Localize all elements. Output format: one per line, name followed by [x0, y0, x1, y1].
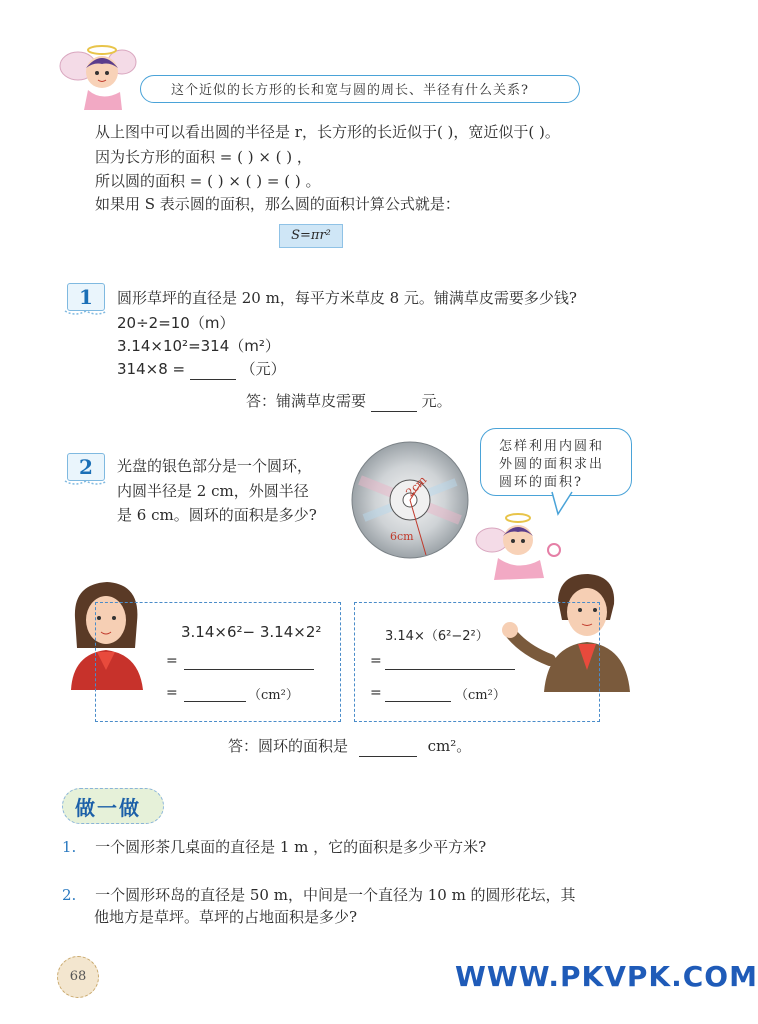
right-box-expression: 3.14×（6²−2²）	[385, 629, 489, 644]
example-1-step-1: 20÷2=10（m）	[117, 314, 235, 332]
example-1-step-2: 3.14×10²=314（m²）	[117, 337, 280, 355]
thought-bubble	[480, 428, 632, 496]
left-box-expression: 3.14×6²− 3.14×2²	[181, 623, 322, 641]
exercise-tag	[62, 788, 164, 824]
area-formula: S=πr²	[279, 224, 343, 248]
exercise-item-2-text-line-2: 他地方是草坪。草坪的占地面积是多少?	[94, 908, 358, 926]
right-box-blank-1	[385, 653, 515, 670]
example-2-book-icon	[64, 479, 108, 489]
exercise-item-2-number: 2.	[62, 886, 77, 904]
example-1-answer-line	[371, 393, 417, 412]
cd-disc-illustration	[350, 440, 470, 560]
right-box-equals-1: =	[370, 653, 382, 669]
example-2-question-line-3: 是 6 cm。圆环的面积是多少?	[117, 506, 317, 524]
left-box-blank-1	[184, 653, 314, 670]
example-1-answer-suffix: 元。	[421, 392, 452, 410]
intro-line-4: 如果用 S 表示圆的面积，那么圆的面积计算公式就是：	[95, 195, 460, 213]
left-box-equals-1: =	[166, 653, 178, 669]
example-1-step-3-expr: 314×8 =	[117, 360, 186, 378]
example-1-answer-prefix: 答：铺满草皮需要	[246, 392, 367, 410]
example-1-step-3	[117, 358, 286, 380]
exercise-item-1	[62, 836, 486, 858]
exercise-item-2	[62, 884, 576, 906]
left-box-equals-2: =	[166, 685, 178, 701]
example-2-answer	[228, 735, 471, 757]
hint-bubble	[140, 75, 580, 103]
site-watermark: WWW.PKVPK.COM	[455, 960, 758, 993]
example-2-number: 2	[67, 453, 105, 481]
angel-illustration	[58, 40, 140, 116]
left-box-unit: （cm²）	[248, 688, 299, 703]
example-2-answer-suffix: cm²。	[427, 737, 472, 755]
solution-box-left	[95, 602, 341, 722]
example-2-answer-prefix: 答：圆环的面积是	[228, 737, 349, 755]
right-box-unit: （cm²）	[455, 688, 506, 703]
hint-bubble-text: 这个近似的长方形的长和宽与圆的周长、半径有什么关系?	[171, 83, 529, 98]
thought-bubble-line-2: 外圆的面积求出	[499, 457, 605, 472]
example-1-question: 圆形草坪的直径是 20 m，每平方米草皮 8 元。铺满草皮需要多少钱?	[117, 289, 577, 307]
exercise-item-2-text-line-1: 一个圆形环岛的直径是 50 m，中间是一个直径为 10 m 的圆形花坛，其	[95, 886, 576, 904]
disc-outer-radius-label: 6cm	[390, 530, 414, 543]
example-1-number: 1	[67, 283, 105, 311]
thought-bubble-line-3: 圆环的面积?	[499, 475, 583, 490]
exercise-item-1-number: 1.	[62, 838, 77, 856]
page-number: 68	[57, 956, 99, 998]
thought-bubble-line-1: 怎样利用内圆和	[499, 439, 605, 454]
exercise-item-1-text: 一个圆形茶几桌面的直径是 1 m ，它的面积是多少平方米?	[95, 838, 487, 856]
right-box-blank-2	[385, 685, 451, 702]
right-box-equals-2: =	[370, 685, 382, 701]
example-1-book-icon	[64, 309, 108, 319]
solution-box-right	[354, 602, 600, 722]
example-1-step-3-unit: （元）	[240, 360, 286, 378]
example-1-answer-blank	[190, 361, 236, 380]
disc-inner-radius-label: 2cm	[403, 473, 430, 500]
exercise-tag-label: 做一做	[75, 796, 141, 820]
example-2-question-line-2: 内圆半径是 2 cm，外圆半径	[117, 482, 309, 500]
intro-line-3: 所以圆的面积 = ( ) × ( ) = ( ) 。	[95, 172, 321, 190]
intro-line-2: 因为长方形的面积 = ( ) × ( ) ，	[95, 148, 312, 166]
example-2-question-line-1: 光盘的银色部分是一个圆环，	[117, 457, 313, 475]
intro-line-1: 从上图中可以看出圆的半径是 r，长方形的长近似于( )，宽近似于( )。	[95, 123, 560, 141]
example-1-answer	[246, 390, 452, 412]
example-2-answer-line	[359, 738, 417, 757]
left-box-blank-2	[184, 685, 246, 702]
